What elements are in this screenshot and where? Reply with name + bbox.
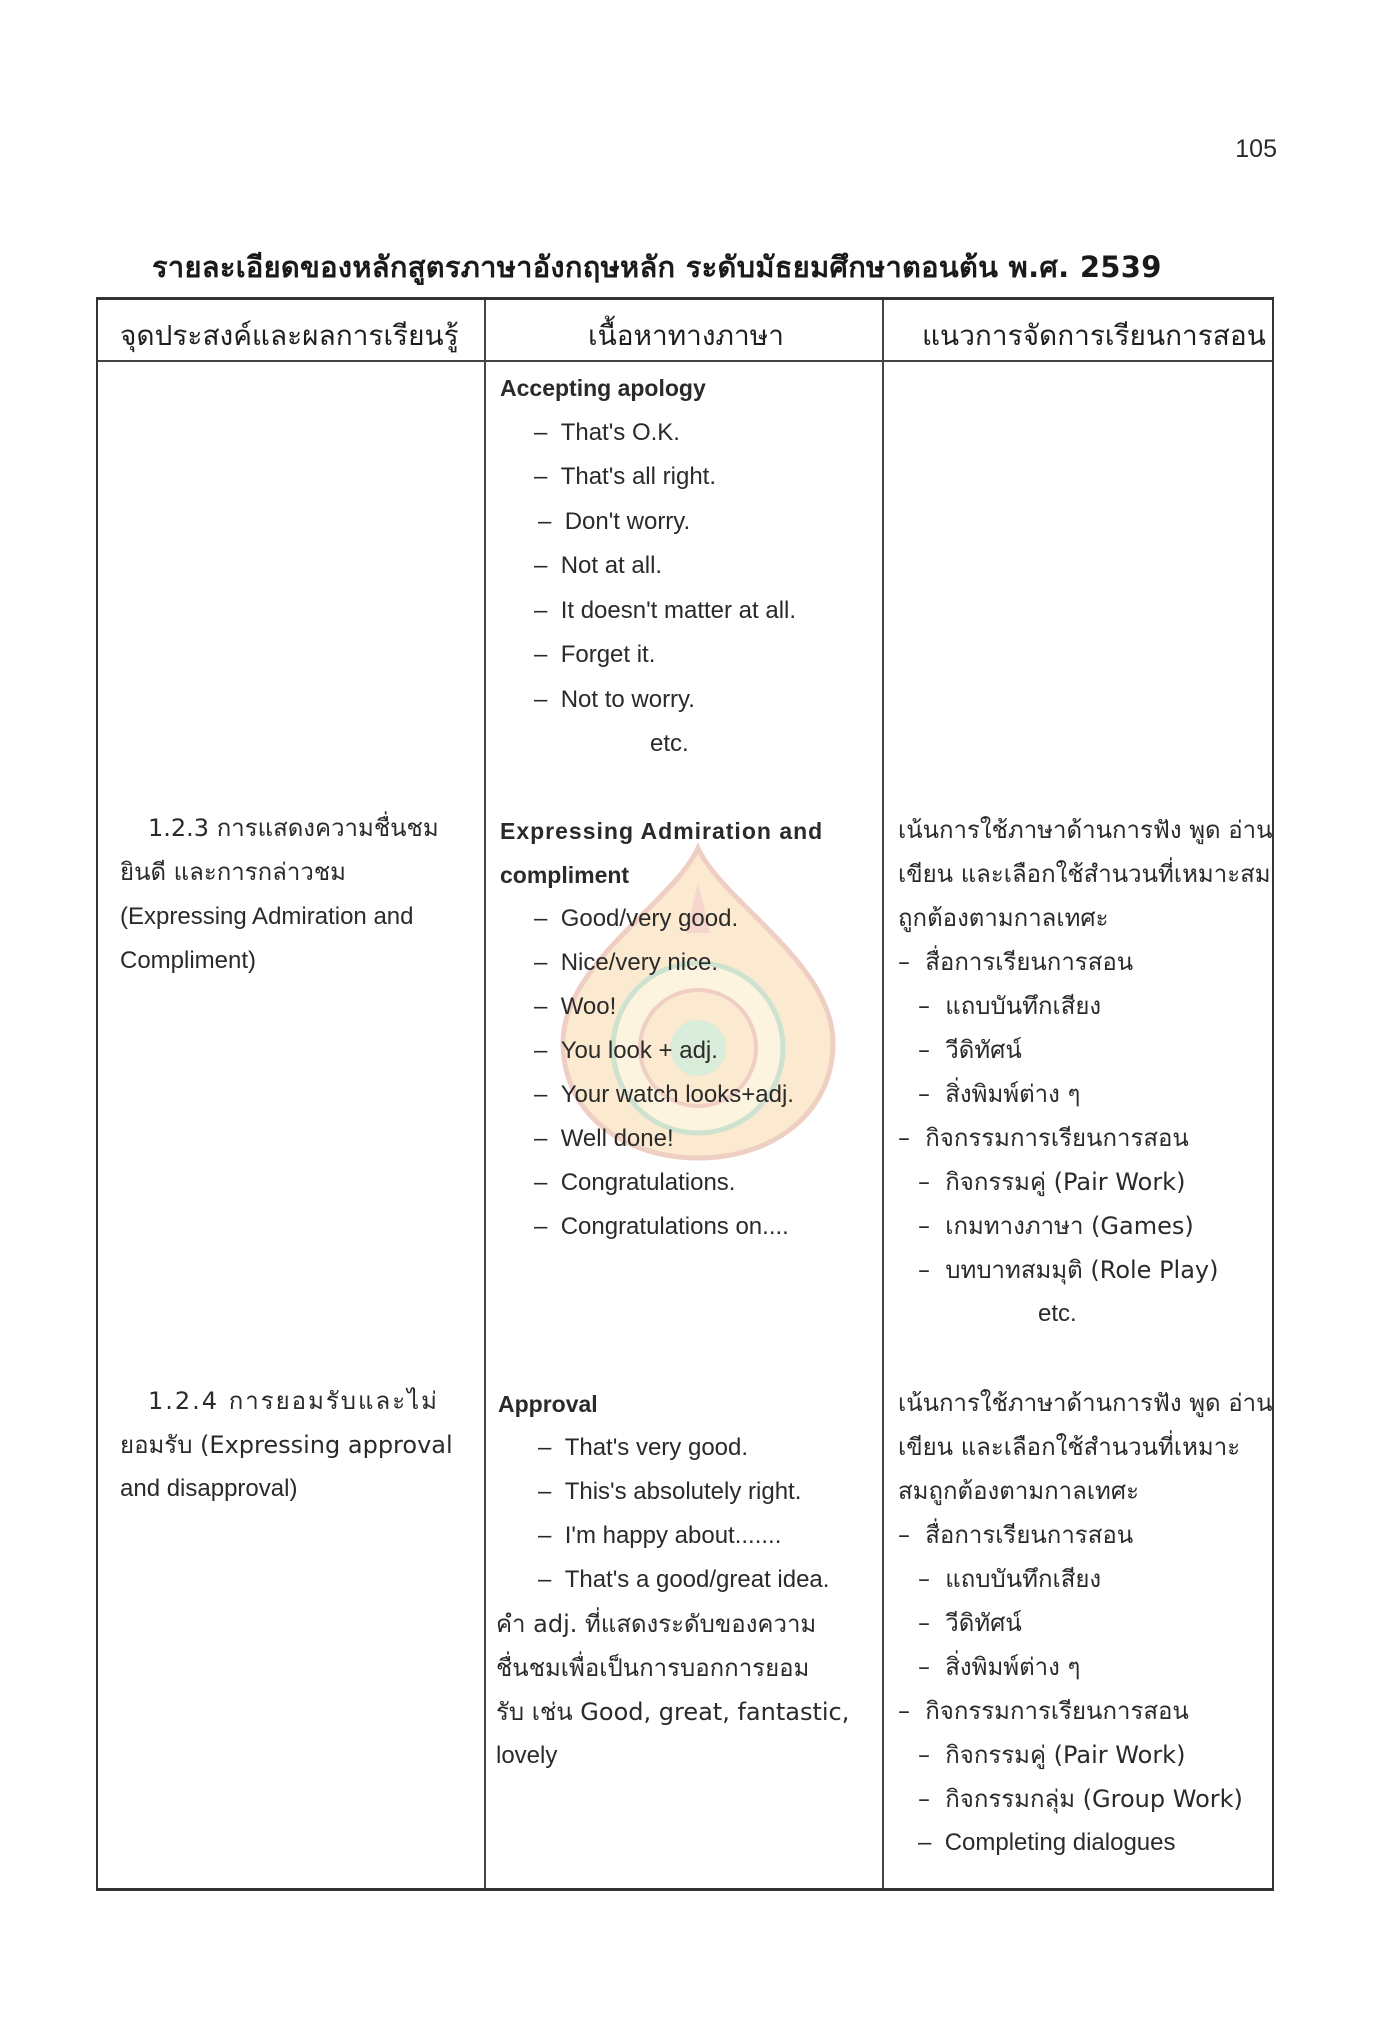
list-item: – Congratulations on.... (534, 1213, 789, 1240)
list-item: – I'm happy about....... (538, 1522, 782, 1549)
list-item: – That's all right. (534, 463, 716, 490)
media-title: – สื่อการเรียนการสอน (898, 948, 1134, 976)
list-item: – This's absolutely right. (538, 1478, 802, 1505)
page-title: รายละเอียดของหลักสูตรภาษาอังกฤษหลัก ระดับมัธยมศึกษาตอนต้น พ.ศ. 2539 (152, 250, 1162, 284)
list-item: – กิจกรรมกลุ่ม (Group Work) (918, 1785, 1243, 1813)
list-item: – Nice/very nice. (534, 949, 719, 976)
objective-text: 1.2.3 การแสดงความชื่นชม (148, 814, 439, 842)
teaching-text: สมถูกต้องตามกาลเทศะ (898, 1477, 1139, 1505)
list-item: – กิจกรรมคู่ (Pair Work) (918, 1168, 1186, 1196)
list-item: – วีดิทัศน์ (918, 1609, 1022, 1637)
list-item: – แถบบันทึกเสียง (918, 1565, 1102, 1593)
list-item: – Forget it. (534, 641, 656, 668)
etc-text: etc. (1038, 1300, 1077, 1327)
objective-text: 1.2.4 การยอมรับและไม่ (148, 1387, 439, 1415)
list-item: – Not to worry. (534, 686, 695, 713)
list-item: – It doesn't matter at all. (534, 597, 797, 624)
curriculum-table (96, 297, 1274, 1891)
list-item: – กิจกรรมคู่ (Pair Work) (918, 1741, 1186, 1769)
list-item: – บทบาทสมมุติ (Role Play) (918, 1256, 1219, 1284)
column-header-objectives: จุดประสงค์และผลการเรียนรู้ (120, 319, 459, 352)
objective-text: Compliment) (120, 947, 257, 974)
section-heading-admiration: Expressing Admiration and (500, 818, 824, 844)
teaching-text: เขียน และเลือกใช้สำนวนที่เหมาะสม (898, 860, 1271, 888)
list-item: – You look + adj. (534, 1037, 718, 1064)
list-item: – สิ่งพิมพ์ต่าง ๆ (918, 1653, 1081, 1681)
page-number: 105 (1235, 135, 1277, 163)
objective-text: ยินดี และการกล่าวชม (120, 858, 346, 886)
list-item: – วีดิทัศน์ (918, 1036, 1022, 1064)
teaching-text: ถูกต้องตามกาลเทศะ (898, 904, 1109, 932)
list-item: – Woo! (534, 993, 617, 1020)
objective-text: and disapproval) (120, 1475, 298, 1502)
section-heading-accepting-apology: Accepting apology (500, 375, 706, 401)
list-item: – แถบบันทึกเสียง (918, 992, 1102, 1020)
list-item: – That's a good/great idea. (538, 1566, 830, 1593)
note-text: lovely (496, 1742, 558, 1769)
media-title: – สื่อการเรียนการสอน (898, 1521, 1134, 1549)
note-text: รับ เช่น Good, great, fantastic, (496, 1698, 850, 1726)
list-item: – That's O.K. (534, 419, 680, 446)
column-header-teaching: แนวการจัดการเรียนการสอน (922, 319, 1266, 352)
teaching-text: เน้นการใช้ภาษาด้านการฟัง พูด อ่าน (898, 816, 1273, 844)
list-item: – เกมทางภาษา (Games) (918, 1212, 1194, 1240)
list-item: – Congratulations. (534, 1169, 736, 1196)
column-header-content: เนื้อหาทางภาษา (588, 319, 784, 352)
column-divider-1 (484, 300, 486, 1888)
list-item: – สิ่งพิมพ์ต่าง ๆ (918, 1080, 1081, 1108)
list-item: – Don't worry. (538, 508, 691, 535)
list-item: – Not at all. (534, 552, 663, 579)
list-item: – Completing dialogues (918, 1829, 1176, 1856)
list-item: – That's very good. (538, 1434, 749, 1461)
section-heading-admiration: compliment (500, 862, 630, 888)
etc-text: etc. (650, 730, 689, 757)
header-divider (98, 360, 1272, 362)
note-text: ชื่นชมเพื่อเป็นการบอกการยอม (496, 1654, 810, 1682)
objective-text: ยอมรับ (Expressing approval (120, 1431, 453, 1459)
note-text: คำ adj. ที่แสดงระดับของความ (496, 1610, 817, 1638)
activity-title: – กิจกรรมการเรียนการสอน (898, 1124, 1189, 1152)
list-item: – Your watch looks+adj. (534, 1081, 794, 1108)
objective-text: (Expressing Admiration and (120, 903, 414, 930)
column-divider-2 (882, 300, 884, 1888)
teaching-text: เขียน และเลือกใช้สำนวนที่เหมาะ (898, 1433, 1241, 1461)
list-item: – Well done! (534, 1125, 674, 1152)
activity-title: – กิจกรรมการเรียนการสอน (898, 1697, 1189, 1725)
list-item: – Good/very good. (534, 905, 739, 932)
section-heading-approval: Approval (498, 1391, 598, 1417)
teaching-text: เน้นการใช้ภาษาด้านการฟัง พูด อ่าน (898, 1389, 1273, 1417)
